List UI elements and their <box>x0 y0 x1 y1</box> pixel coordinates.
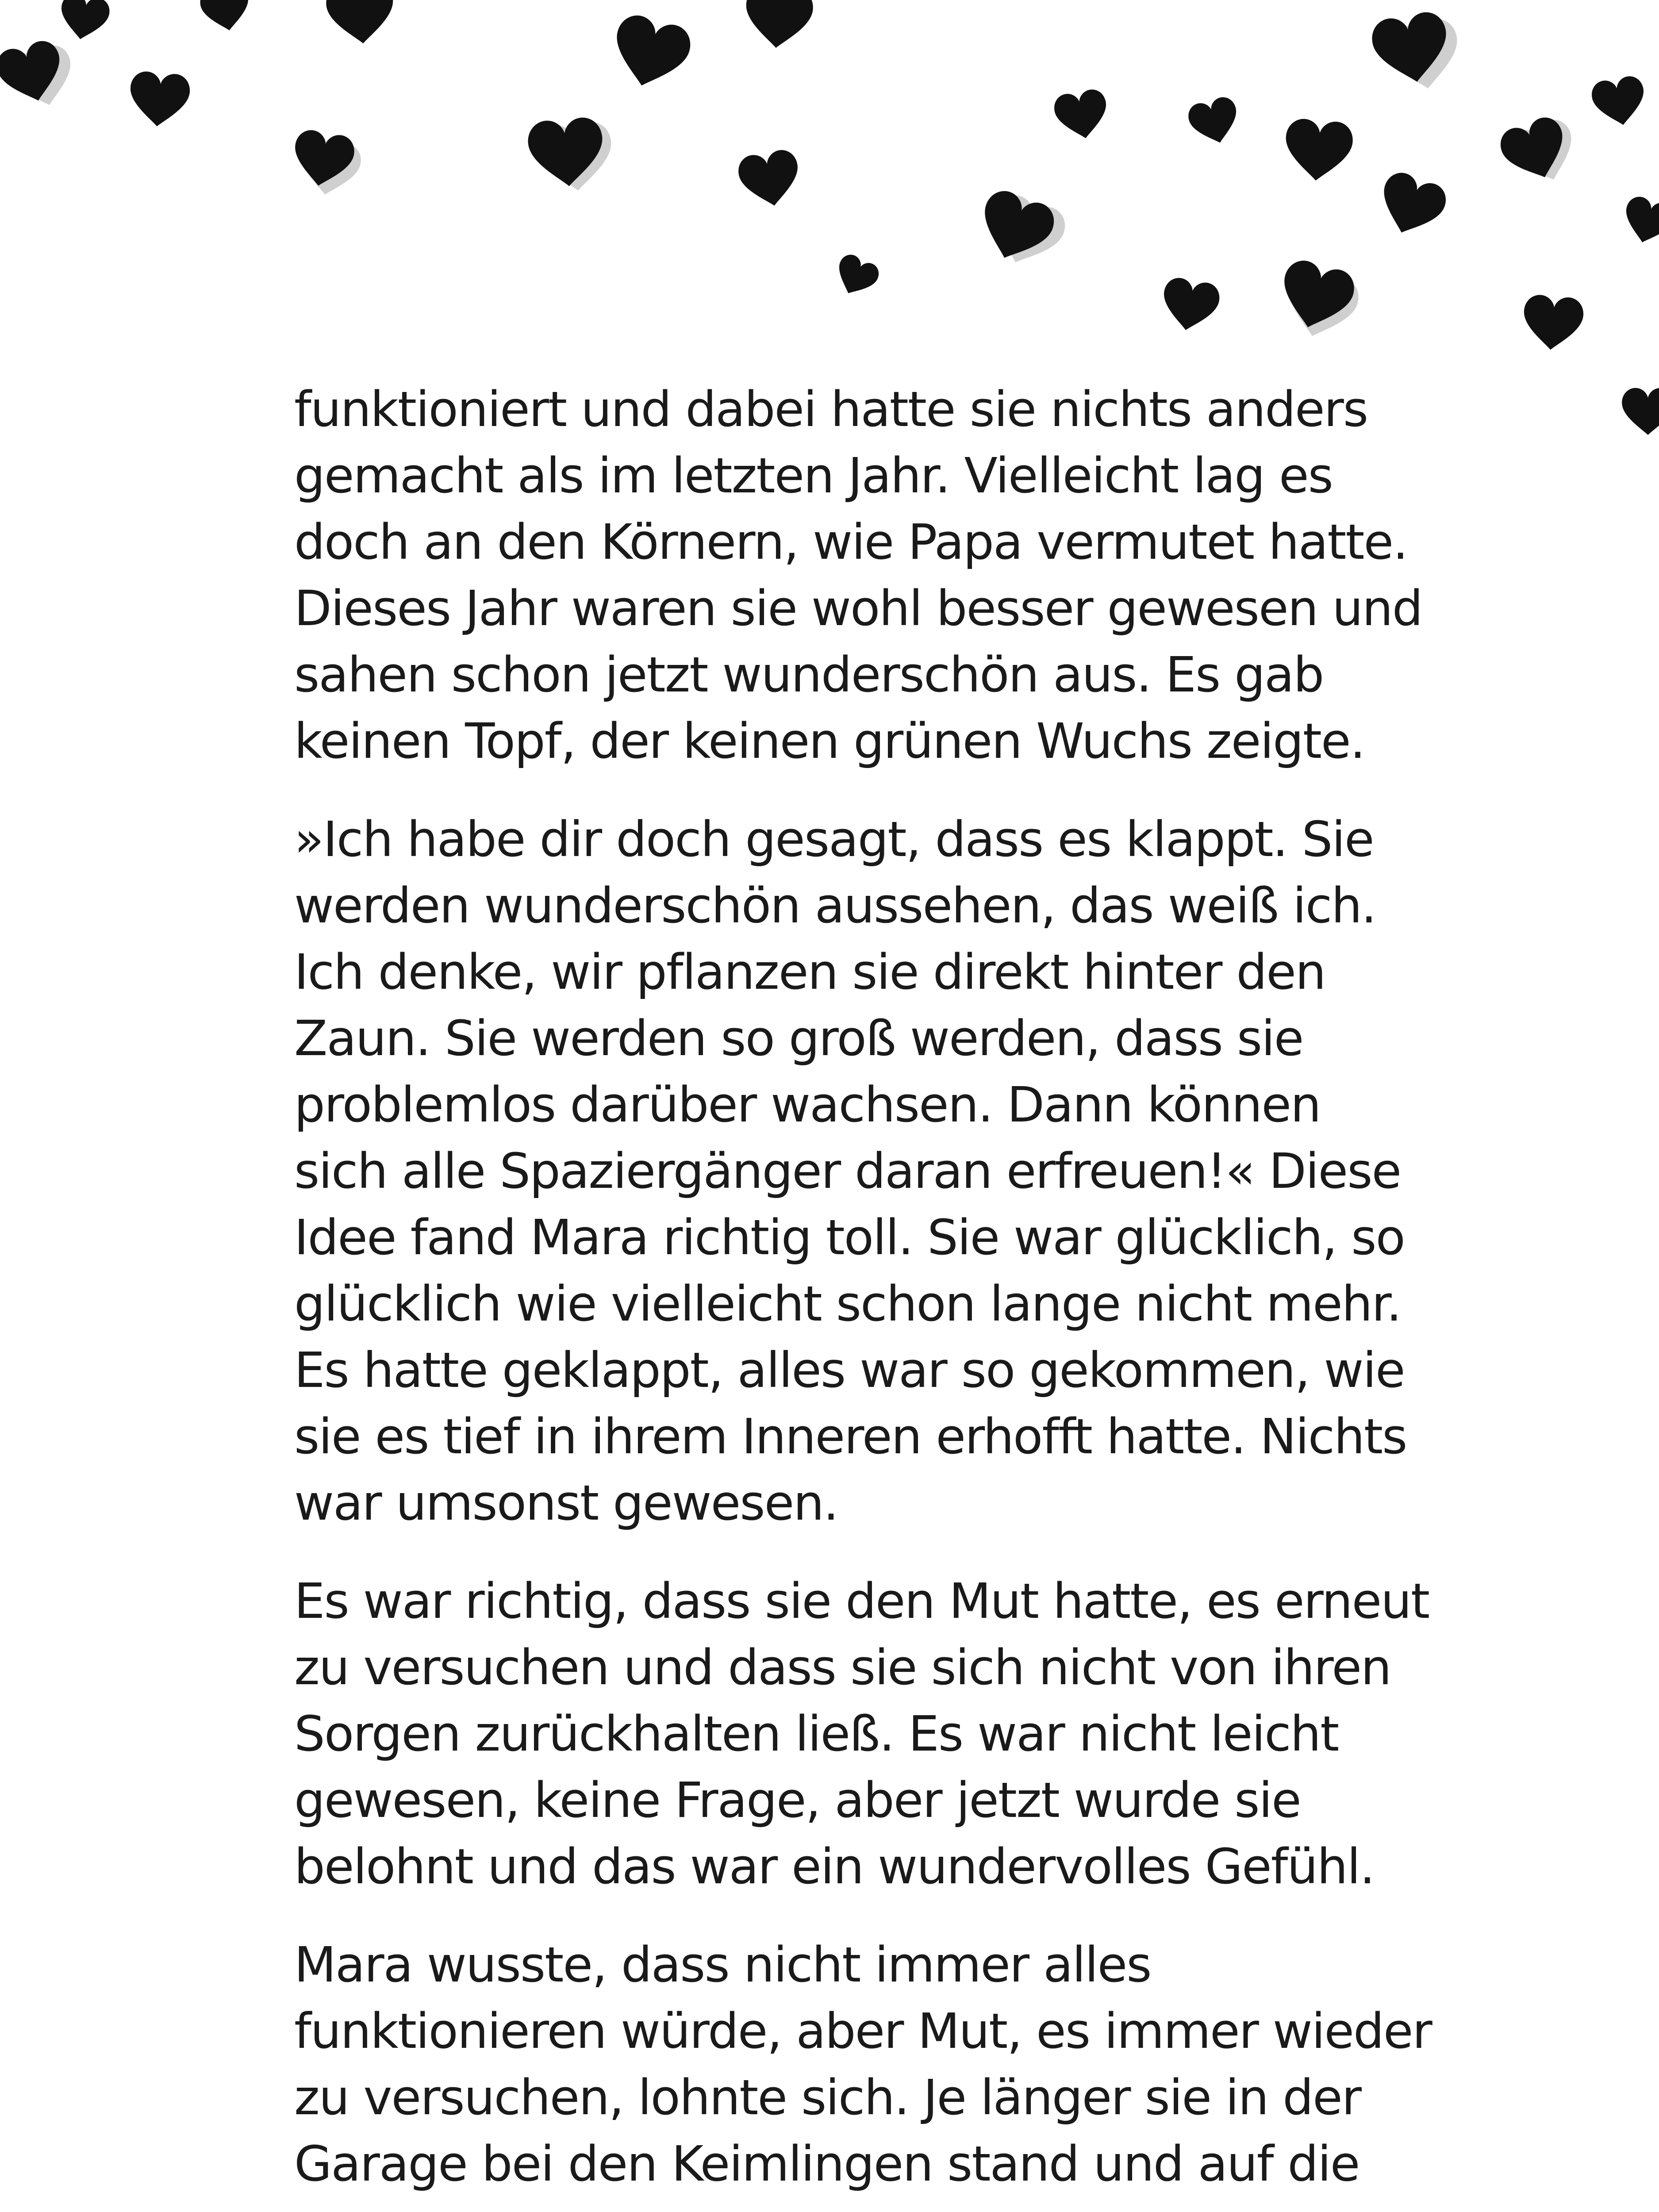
heart-icon <box>1369 9 1454 88</box>
heart-icon <box>743 0 815 51</box>
heart-icon <box>736 148 803 211</box>
heart-icon <box>1619 194 1659 249</box>
text-line: werden wunderschön aussehen, das weiß ich. <box>294 877 1376 934</box>
text-line: problemlos darüber wachsen. Dann können <box>294 1076 1321 1133</box>
text-line: glücklich wie vielleicht schon lange nicht mehr. <box>294 1275 1401 1332</box>
text-line: Ich denke, wir pflanzen sie direkt hinter den <box>294 944 1325 1000</box>
text-line: keinen Topf, der keinen grünen Wuchs zeigte. <box>294 713 1365 769</box>
paragraph <box>294 806 1427 1536</box>
text-line: funktioniert und dabei hatte sie nichts anders <box>294 381 1368 438</box>
heart-icon <box>289 128 357 191</box>
heart-icon <box>1590 74 1649 130</box>
heart-icon <box>1186 94 1244 149</box>
heart-icon <box>526 116 607 189</box>
paragraph <box>294 1932 1432 2197</box>
paragraph <box>294 376 1427 774</box>
text-line: Mara wusste, dass nicht immer alles <box>294 1936 1151 1993</box>
page-number <box>785 2210 874 2212</box>
heart-icon <box>830 251 882 302</box>
text-line: Garage bei den Keimlingen stand und auf die <box>294 2135 1359 2192</box>
heart-icon <box>1283 117 1355 183</box>
heart-icon <box>1052 88 1111 143</box>
text-line: belohnt und das war ein wundervolles Gefühl. <box>294 1838 1375 1895</box>
body-text <box>294 376 1432 2212</box>
text-line: zu versuchen, lohnte sich. Je länger sie in der <box>294 2069 1361 2126</box>
text-line: sie es tief in ihrem Inneren erhofft hatte. Nichts <box>294 1408 1407 1465</box>
heart-icon <box>127 70 191 129</box>
text-line: sich alle Spaziergänger daran erfreuen!« Diese <box>294 1143 1401 1199</box>
text-line: »Ich habe dir doch gesagt, dass es klappt. Sie <box>294 811 1374 868</box>
text-line: zu versuchen und dass sie sich nicht von ihren <box>294 1639 1391 1696</box>
text-line: gemacht als im letzten Jahr. Vielleicht lag es <box>294 447 1333 504</box>
text-line: doch an den Körnern, wie Papa vermutet hatte. <box>294 514 1408 570</box>
text-line: Es war richtig, dass sie den Mut hatte, es erneut <box>294 1573 1429 1629</box>
text-line: gewesen, keine Frage, aber jetzt wurde sie <box>294 1772 1301 1828</box>
text-line: Dieses Jahr waren sie wohl besser gewesen und <box>294 580 1422 637</box>
heart-icon <box>1622 388 1659 435</box>
heart-icon <box>325 0 397 46</box>
text-line: Idee fand Mara richtig toll. Sie war glücklich, so <box>294 1209 1405 1266</box>
heart-icon <box>1158 276 1222 335</box>
heart-icon <box>198 0 253 35</box>
text-line: Zaun. Sie werden so groß werden, dass sie <box>294 1010 1303 1067</box>
text-line: Es hatte geklappt, alles war so gekommen, wie <box>294 1342 1405 1398</box>
heart-icon <box>606 11 695 95</box>
heart-icon <box>57 0 112 43</box>
text-line: funktionieren würde, aber Mut, es immer wieder <box>294 2003 1432 2059</box>
text-line: Sorgen zurückhalten ließ. Es war nicht leicht <box>294 1705 1339 1762</box>
heart-icon <box>1521 294 1585 353</box>
text-line: sahen schon jetzt wunderschön aus. Es gab <box>294 646 1324 703</box>
text-line: war umsonst gewesen. <box>294 1475 838 1531</box>
paragraph <box>294 1568 1427 1900</box>
heart-icon <box>1372 168 1451 243</box>
